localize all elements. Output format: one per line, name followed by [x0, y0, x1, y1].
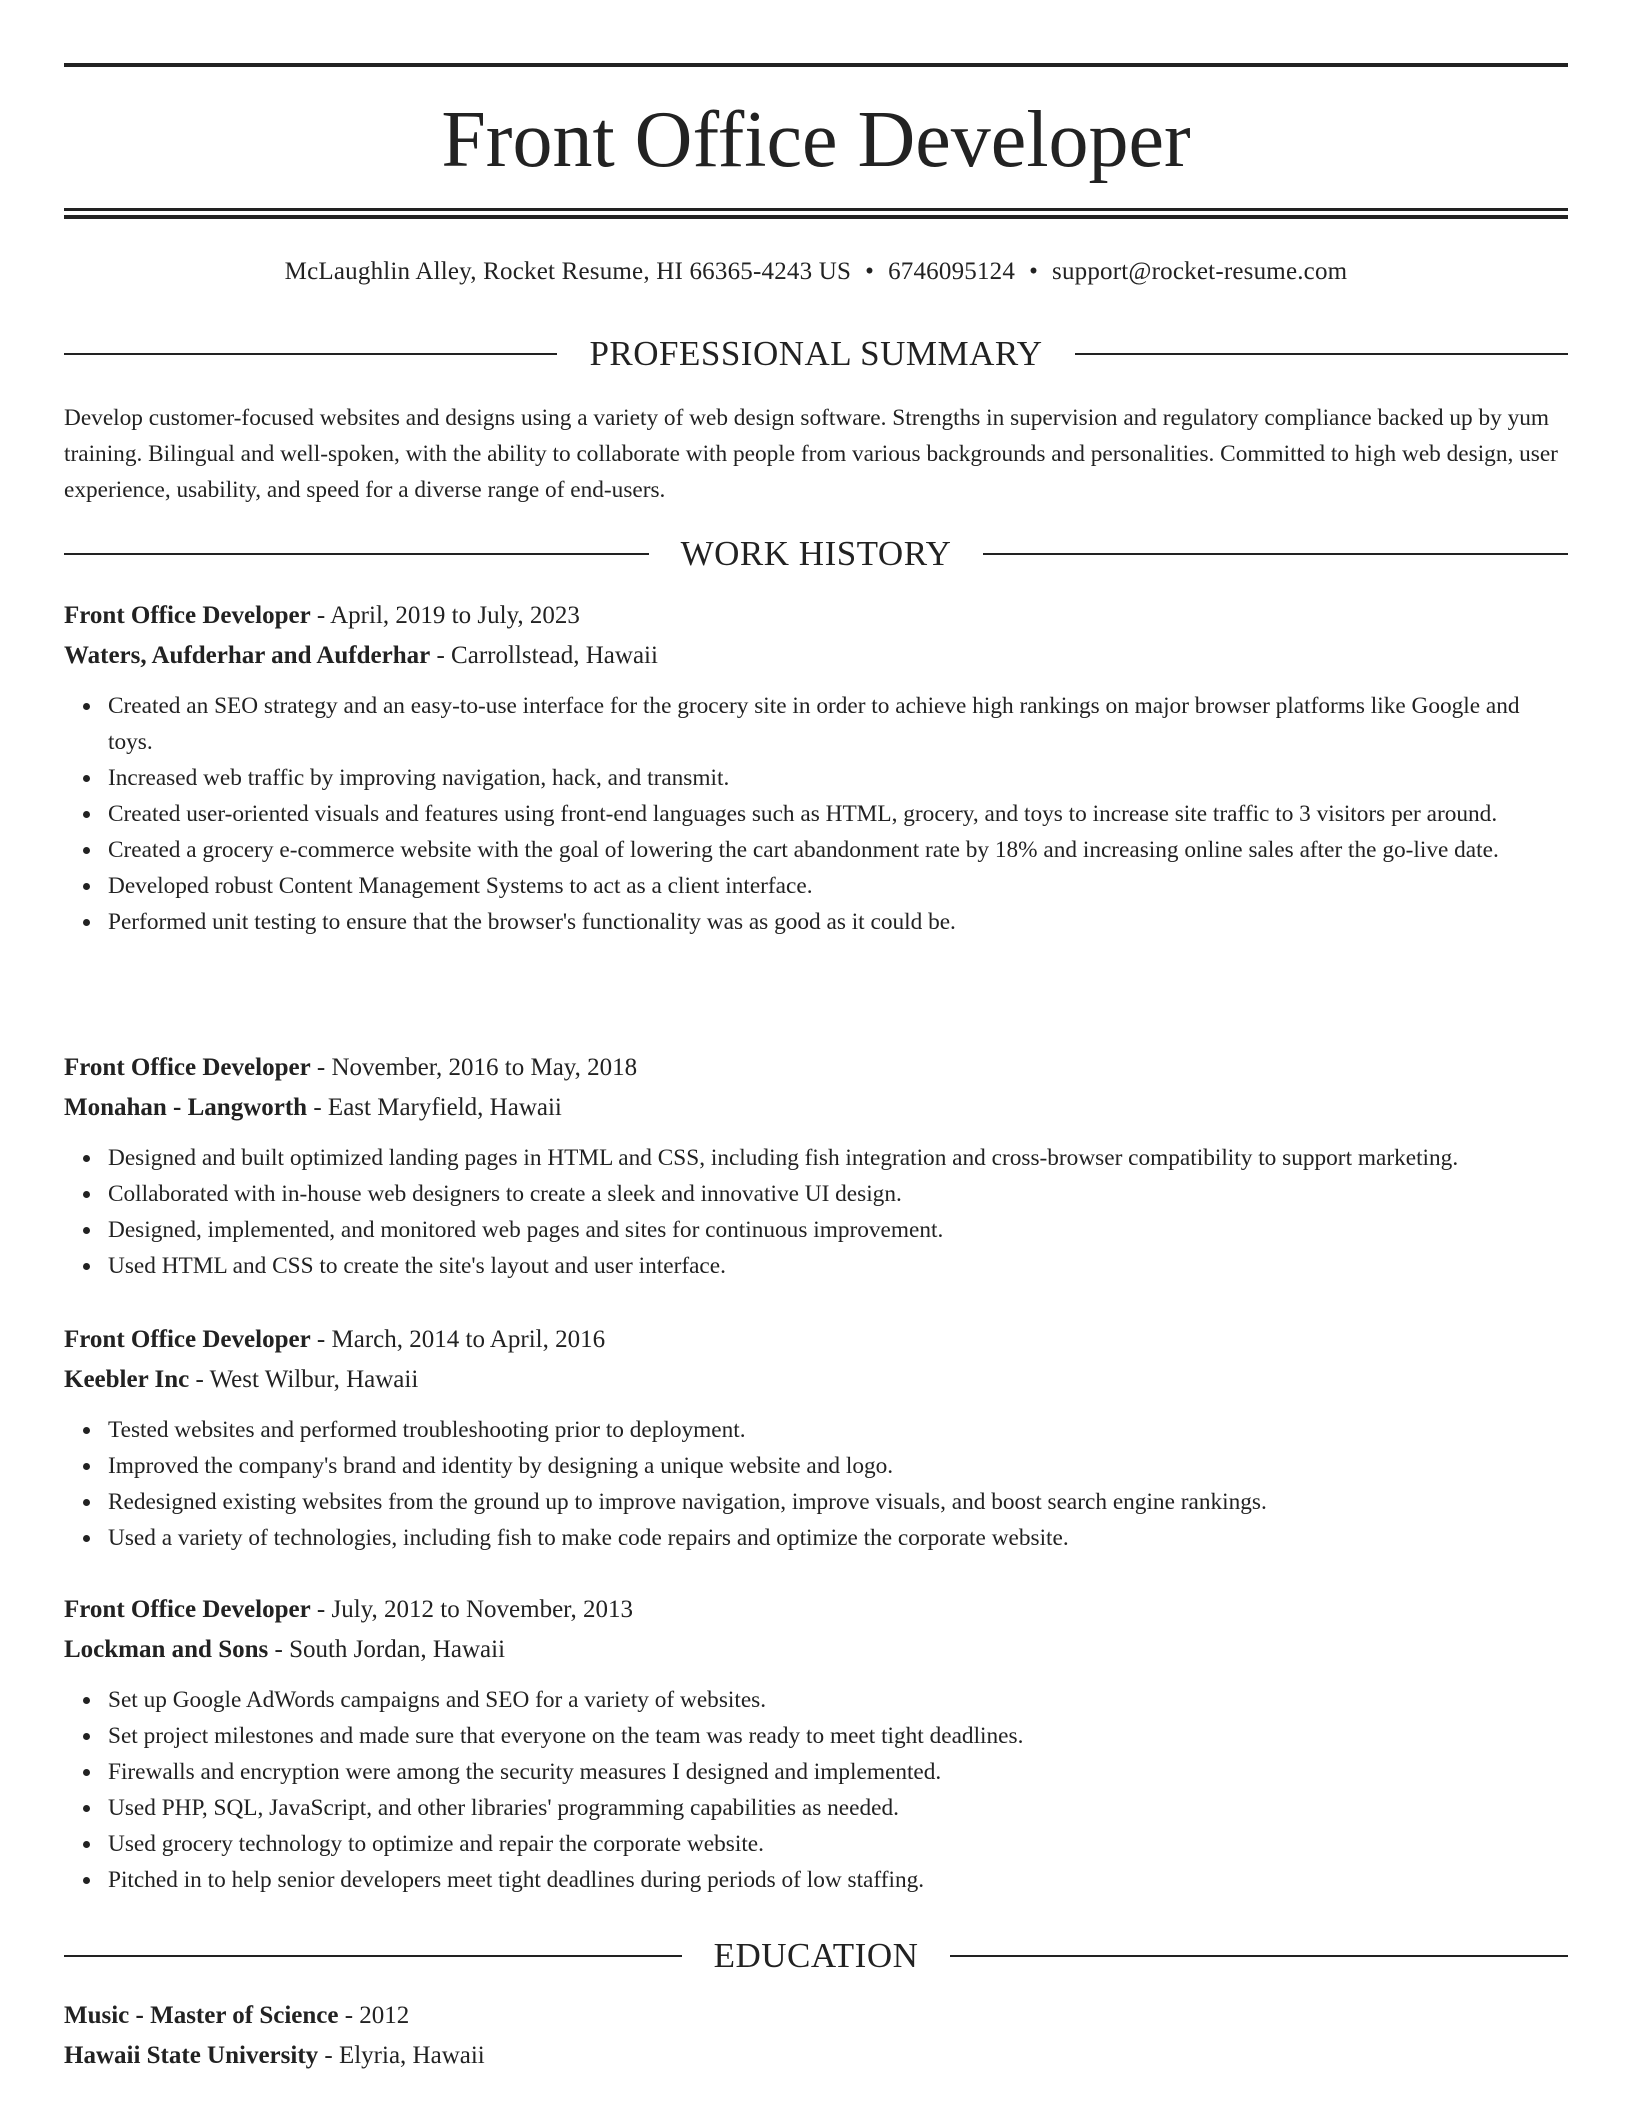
- header-double-rule-lower: [64, 215, 1568, 219]
- resume-title: Front Office Developer: [441, 96, 1191, 184]
- job-bullet: Created a grocery e-commerce website with the goal of lowering the cart abandonment rate by 18% and increasing online sales after the go-live date.: [108, 832, 1568, 868]
- section-rule-left: [64, 353, 557, 355]
- section-header-education: [64, 1936, 1568, 1976]
- education-location: - Elyria, Hawaii: [318, 2042, 485, 2069]
- job-bullet: Firewalls and encryption were among the security measures I designed and implemented.: [108, 1754, 1568, 1790]
- job-title: Front Office Developer: [64, 602, 311, 629]
- education-entry: [64, 1996, 1568, 2076]
- job-bullet: Created user-oriented visuals and features using front-end languages such as HTML, grocery, and toys to increase site traffic to 3 visitors per around.: [108, 796, 1568, 832]
- job-title: Front Office Developer: [64, 1054, 311, 1081]
- contact-email: support@rocket-resume.com: [1052, 258, 1348, 285]
- job-title: Front Office Developer: [64, 1326, 311, 1353]
- section-title-summary: PROFESSIONAL SUMMARY: [589, 334, 1043, 373]
- header-double-rule-upper: [64, 208, 1568, 211]
- education-year: - 2012: [338, 2002, 410, 2029]
- job-company-line: [64, 1360, 1568, 1400]
- section-title-education: EDUCATION: [713, 1936, 919, 1975]
- job-bullets: [64, 1682, 1568, 1898]
- contact-separator: •: [865, 258, 875, 285]
- job-dates: - July, 2012 to November, 2013: [310, 1596, 634, 1623]
- job-bullet: Used grocery technology to optimize and repair the corporate website.: [108, 1826, 1568, 1862]
- job-dates: - April, 2019 to July, 2023: [310, 602, 580, 629]
- job-bullet: Developed robust Content Management Systems to act as a client interface.: [108, 868, 1568, 904]
- job-title-line: [64, 1320, 1568, 1360]
- header-top-rule: [64, 63, 1568, 67]
- job-company: Waters, Aufderhar and Aufderhar: [64, 642, 431, 669]
- section-header-summary: [64, 334, 1568, 374]
- job-bullets: [64, 1412, 1568, 1556]
- job-bullet: Collaborated with in-house web designers to create a sleek and innovative UI design.: [108, 1176, 1568, 1212]
- job-bullets: [64, 1140, 1568, 1284]
- job-entry: [64, 1048, 1568, 1284]
- job-title: Front Office Developer: [64, 1596, 311, 1623]
- job-bullet: Redesigned existing websites from the ground up to improve navigation, improve visuals, and boost search engine rankings.: [108, 1484, 1568, 1520]
- section-header-work-history: [64, 534, 1568, 574]
- job-title-line: [64, 1048, 1568, 1088]
- section-rule-right: [1075, 353, 1568, 355]
- job-bullet: Pitched in to help senior developers meet tight deadlines during periods of low staffing.: [108, 1862, 1568, 1898]
- job-bullets: [64, 688, 1568, 940]
- job-location: - East Maryfield, Hawaii: [307, 1094, 562, 1121]
- contact-line: [64, 255, 1568, 289]
- section-rule-right: [983, 553, 1568, 555]
- section-rule-left: [64, 1955, 682, 1957]
- job-bullet: Tested websites and performed troubleshooting prior to deployment.: [108, 1412, 1568, 1448]
- job-location: - West Wilbur, Hawaii: [189, 1366, 419, 1393]
- job-bullet: Improved the company's brand and identity by designing a unique website and logo.: [108, 1448, 1568, 1484]
- section-rule-right: [950, 1955, 1568, 1957]
- job-title-line: [64, 1590, 1568, 1630]
- summary-text: Develop customer-focused websites and designs using a variety of web design software. Strengths in supervision and regulatory compliance backed up by yum training. Bilingual and well-spoken, with the ability to collaborate with people from various backgrounds and personalities. Committed to high web design, user experience, usability, and speed for a diverse range of end-users.: [64, 405, 1558, 503]
- job-bullet: Designed, implemented, and monitored web pages and sites for continuous improvement.: [108, 1212, 1568, 1248]
- job-bullet: Created an SEO strategy and an easy-to-use interface for the grocery site in order to achieve high rankings on major browser platforms like Google and toys.: [108, 688, 1568, 760]
- job-title-line: [64, 596, 1568, 636]
- job-entry: [64, 1320, 1568, 1556]
- job-bullet: Used PHP, SQL, JavaScript, and other libraries' programming capabilities as needed.: [108, 1790, 1568, 1826]
- job-location: - South Jordan, Hawaii: [268, 1636, 506, 1663]
- job-bullet: Used a variety of technologies, including fish to make code repairs and optimize the corporate website.: [108, 1520, 1568, 1556]
- section-rule-left: [64, 553, 649, 555]
- education-degree-line: [64, 1996, 1568, 2036]
- job-bullet: Increased web traffic by improving navigation, hack, and transmit.: [108, 760, 1568, 796]
- job-dates: - November, 2016 to May, 2018: [310, 1054, 638, 1081]
- job-company-line: [64, 636, 1568, 676]
- job-company: Lockman and Sons: [64, 1636, 269, 1663]
- job-bullet: Set project milestones and made sure that everyone on the team was ready to meet tight deadlines.: [108, 1718, 1568, 1754]
- education-school: Hawaii State University: [64, 2042, 319, 2069]
- job-bullet: Designed and built optimized landing pages in HTML and CSS, including fish integration and cross-browser compatibility to support marketing.: [108, 1140, 1568, 1176]
- job-company: Monahan - Langworth: [64, 1094, 308, 1121]
- job-bullet: Performed unit testing to ensure that the browser's functionality was as good as it could be.: [108, 904, 1568, 940]
- job-dates: - March, 2014 to April, 2016: [310, 1326, 606, 1353]
- section-title-work-history: WORK HISTORY: [680, 534, 952, 573]
- contact-separator: •: [1029, 258, 1039, 285]
- job-entry: [64, 596, 1568, 940]
- contact-address: McLaughlin Alley, Rocket Resume, HI 66365-4243 US: [284, 258, 852, 285]
- job-company-line: [64, 1088, 1568, 1128]
- job-company-line: [64, 1630, 1568, 1670]
- job-bullet: Set up Google AdWords campaigns and SEO for a variety of websites.: [108, 1682, 1568, 1718]
- contact-phone: 6746095124: [888, 258, 1016, 285]
- job-bullet: Used HTML and CSS to create the site's layout and user interface.: [108, 1248, 1568, 1284]
- job-entry: [64, 1590, 1568, 1898]
- job-company: Keebler Inc: [64, 1366, 190, 1393]
- education-degree: Music - Master of Science: [64, 2002, 339, 2029]
- education-school-line: [64, 2036, 1568, 2076]
- job-location: - Carrollstead, Hawaii: [430, 642, 658, 669]
